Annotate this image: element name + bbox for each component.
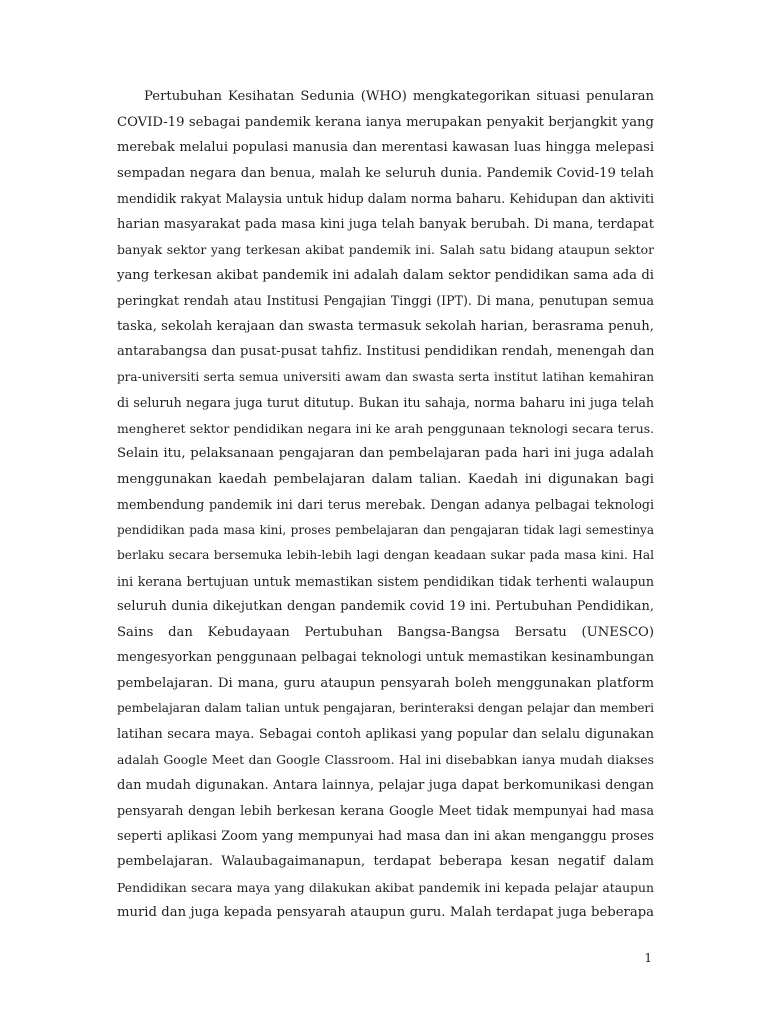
paragraph-line: mendidik rakyat Malaysia untuk hidup dalam norma baharu. Kehidupan dan aktiviti	[117, 191, 654, 206]
paragraph-line: taska, sekolah kerajaan dan swasta termasuk sekolah harian, berasrama penuh,	[117, 318, 654, 334]
page-number: 1	[644, 951, 652, 965]
paragraph-line: pembelajaran dalam talian untuk pengajaran, berinteraksi dengan pelajar dan memberi	[117, 701, 654, 715]
paragraph-line: pembelajaran. Walaubagaimanapun, terdapat beberapa kesan negatif dalam	[117, 854, 654, 869]
paragraph-line: harian masyarakat pada masa kini juga telah banyak berubah. Di mana, terdapat	[117, 216, 654, 232]
paragraph-line: COVID-19 sebagai pandemik kerana ianya merupakan penyakit berjangkit yang	[117, 114, 654, 130]
paragraph-line: adalah Google Meet dan Google Classroom. Hal ini disebabkan ianya mudah diakses	[117, 752, 654, 767]
paragraph-line: banyak sektor yang terkesan akibat pandemik ini. Salah satu bidang ataupun sektor	[117, 242, 654, 257]
paragraph-line: Pertubuhan Kesihatan Sedunia (WHO) mengkategorikan situasi penularan	[144, 89, 654, 104]
paragraph-line: murid dan juga kepada pensyarah ataupun guru. Malah terdapat juga beberapa	[117, 905, 654, 920]
paragraph-line: pra-universiti serta semua universiti awam dan swasta serta institut latihan kemahiran	[117, 369, 654, 384]
paragraph-line: menggunakan kaedah pembelajaran dalam talian. Kaedah ini digunakan bagi	[117, 471, 654, 487]
paragraph-line: latihan secara maya. Sebagai contoh aplikasi yang popular dan selalu digunakan	[117, 726, 654, 742]
paragraph-line: Selain itu, pelaksanaan pengajaran dan pembelajaran pada hari ini juga adalah	[117, 446, 654, 461]
paragraph-line: sempadan negara dan benua, malah ke seluruh dunia. Pandemik Covid-19 telah	[117, 165, 654, 181]
paragraph-line: ini kerana bertujuan untuk memastikan sistem pendidikan tidak terhenti walaupun	[117, 573, 654, 589]
paragraph-line: antarabangsa dan pusat-pusat tahfiz. Institusi pendidikan rendah, menengah dan	[117, 344, 655, 359]
paragraph-line: berlaku secara bersemuka lebih-lebih lagi dengan keadaan sukar pada masa kini. Hal	[117, 548, 654, 562]
paragraph-line: seperti aplikasi Zoom yang mempunyai had masa dan ini akan menganggu proses	[117, 828, 654, 844]
paragraph-line: pendidikan pada masa kini, proses pembelajaran dan pengajaran tidak lagi semestinya	[117, 522, 654, 537]
paragraph-line: mengheret sektor pendidikan negara ini ke arah penggunaan teknologi secara terus.	[117, 420, 654, 436]
paragraph-line: seluruh dunia dikejutkan dengan pandemik covid 19 ini. Pertubuhan Pendidikan,	[117, 599, 654, 614]
paragraph-line: Sains dan Kebudayaan Pertubuhan Bangsa-Bangsa Bersatu (UNESCO)	[117, 624, 654, 640]
paragraph-line: yang terkesan akibat pandemik ini adalah dalam sektor pendidikan sama ada di	[117, 267, 654, 283]
paragraph-line: membendung pandemik ini dari terus merebak. Dengan adanya pelbagai teknologi	[117, 497, 654, 512]
paragraph-line: Pendidikan secara maya yang dilakukan akibat pandemik ini kepada pelajar ataupun	[117, 879, 654, 895]
paragraph-line: di seluruh negara juga turut ditutup. Bukan itu sahaja, norma baharu ini juga telah	[117, 395, 654, 410]
paragraph-line: mengesyorkan penggunaan pelbagai teknologi untuk memastikan kesinambungan	[117, 650, 654, 665]
paragraph-line: peringkat rendah atau Institusi Pengajian Tinggi (IPT). Di mana, penutupan semua	[117, 293, 654, 308]
paragraph-line: merebak melalui populasi manusia dan merentasi kawasan luas hingga melepasi	[117, 140, 654, 155]
paragraph-line: pensyarah dengan lebih berkesan kerana Google Meet tidak mempunyai had masa	[117, 803, 654, 818]
paragraph-line: dan mudah digunakan. Antara lainnya, pelajar juga dapat berkomunikasi dengan	[117, 777, 654, 793]
body-paragraph	[117, 84, 654, 926]
paragraph-line: pembelajaran. Di mana, guru ataupun pensyarah boleh menggunakan platform	[117, 675, 654, 691]
